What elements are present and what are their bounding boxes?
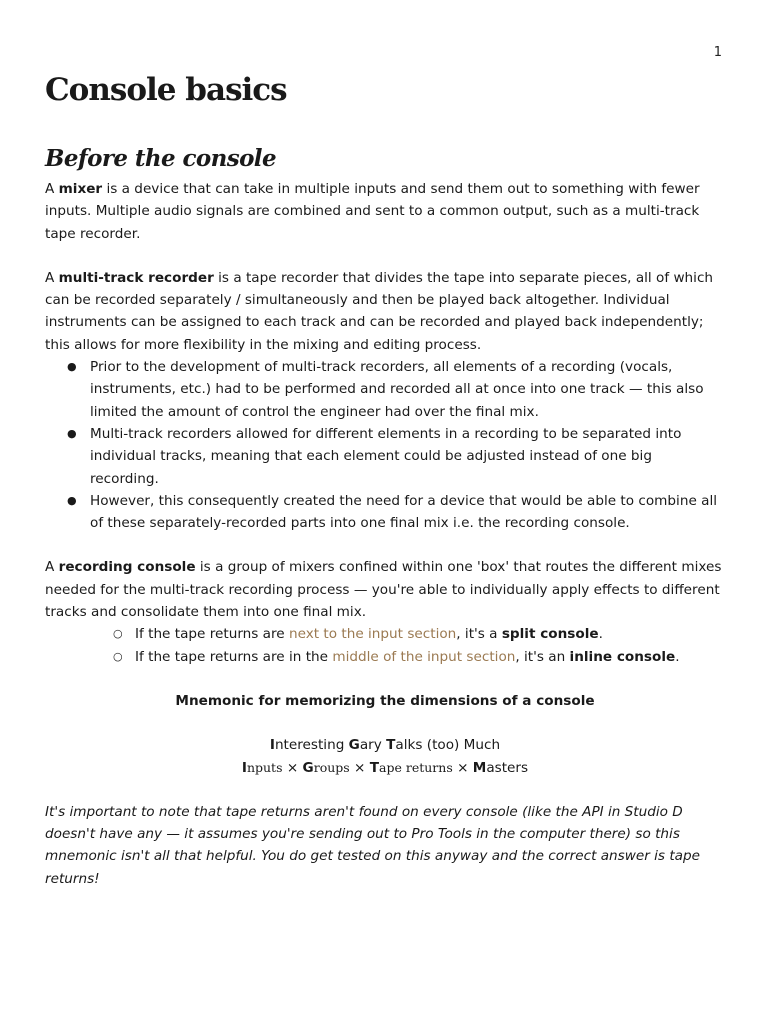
letter: G <box>348 737 360 754</box>
link-input-section[interactable]: next to the input section <box>289 626 457 643</box>
letter: I <box>241 759 247 776</box>
paragraph-mixer <box>45 178 725 245</box>
mnemonic-dimensions-line <box>45 757 725 779</box>
term-recording-console: recording console <box>58 559 196 576</box>
term-multitrack-recorder: multi-track recorder <box>58 269 214 286</box>
text: A <box>45 269 59 286</box>
note-paragraph: It's important to note that tape returns aren't found on every console (like the API in Studio D doesn't have any — it assumes you're sending out to Pro Tools in the computer there) so this mnemonic isn't all that helpful. You do get tested on this anyway and the correct answer is tape returns! <box>45 803 700 887</box>
document-body <box>45 70 725 890</box>
sub-bullet-list <box>45 623 725 668</box>
page-number: 1 <box>713 45 722 60</box>
page-title: Console basics <box>45 72 287 108</box>
text: , it's a <box>456 626 502 643</box>
term-inline-console: inline console <box>569 648 676 665</box>
text: . <box>675 648 680 665</box>
mnemonic-heading: Mnemonic for memorizing the dimensions of a console <box>175 692 595 709</box>
text: A <box>45 181 59 197</box>
list-item: ● Prior to the development of multi-track recorders, all elements of a recording (vocals, instruments, etc.) had to be performed and recorded all at once into one track — this also limited the amount of control the engineer had over the final mix. <box>45 356 725 423</box>
text: alks (too) Much <box>395 737 501 754</box>
term-split-console: split console <box>501 626 599 643</box>
letter: I <box>269 737 275 754</box>
paragraph-multitrack <box>45 267 725 356</box>
text: nteresting <box>274 737 349 754</box>
text: roups <box>313 759 350 775</box>
letter: M <box>472 759 487 776</box>
letter: T <box>386 737 396 754</box>
times-symbol: × <box>286 759 299 776</box>
letter: T <box>369 759 380 776</box>
text: If the tape returns are <box>135 626 289 643</box>
text: . <box>598 626 603 643</box>
term-mixer: mixer <box>58 181 103 197</box>
text: ape returns <box>379 759 453 775</box>
list-item: ● However, this consequently created the need for a device that would be able to combine all of these separately-recorded parts into one final mix i.e. the recording console. <box>45 490 725 535</box>
text: A <box>45 559 59 576</box>
text: asters <box>486 759 529 776</box>
list-item: ● Multi-track recorders allowed for different elements in a recording to be separated into individual tracks, meaning that each element could be adjusted instead of one big recording. <box>45 423 725 490</box>
paragraph-recording-console <box>45 556 725 623</box>
link-middle-input-section[interactable]: middle of the input section <box>332 648 516 665</box>
section-heading: Before the console <box>45 145 276 172</box>
times-symbol: × <box>457 759 469 776</box>
bullet-list <box>45 356 725 534</box>
text: is a tape recorder that divides the tape into separate pieces, all of which can be recorded separately / simultaneously and then be played back altogether. Individual instruments can be assigned to each track and can be recorded and played back independently; this allows for more flexibility in the mixing and editing process. <box>45 269 714 353</box>
letter: G <box>302 759 314 776</box>
text: nputs <box>246 759 283 775</box>
mnemonic-line <box>45 734 725 756</box>
text: is a group of mixers confined within one 'box' that routes the different mixes needed for the multi-track recording process — you're able to individually apply effects to different tracks and consolidate them into one final mix. <box>45 559 722 621</box>
text: , it's an <box>515 648 570 665</box>
text: ary <box>359 737 387 754</box>
times-symbol: × <box>354 759 366 776</box>
list-item-split-console <box>45 623 725 645</box>
list-item-inline-console <box>45 646 725 668</box>
text: If the tape returns are in the <box>135 648 333 665</box>
text: is a device that can take in multiple inputs and send them out to something with fewer inputs. Multiple audio signals are combined and sent to a common output, such as a multi-track tape recorder. <box>45 181 700 242</box>
